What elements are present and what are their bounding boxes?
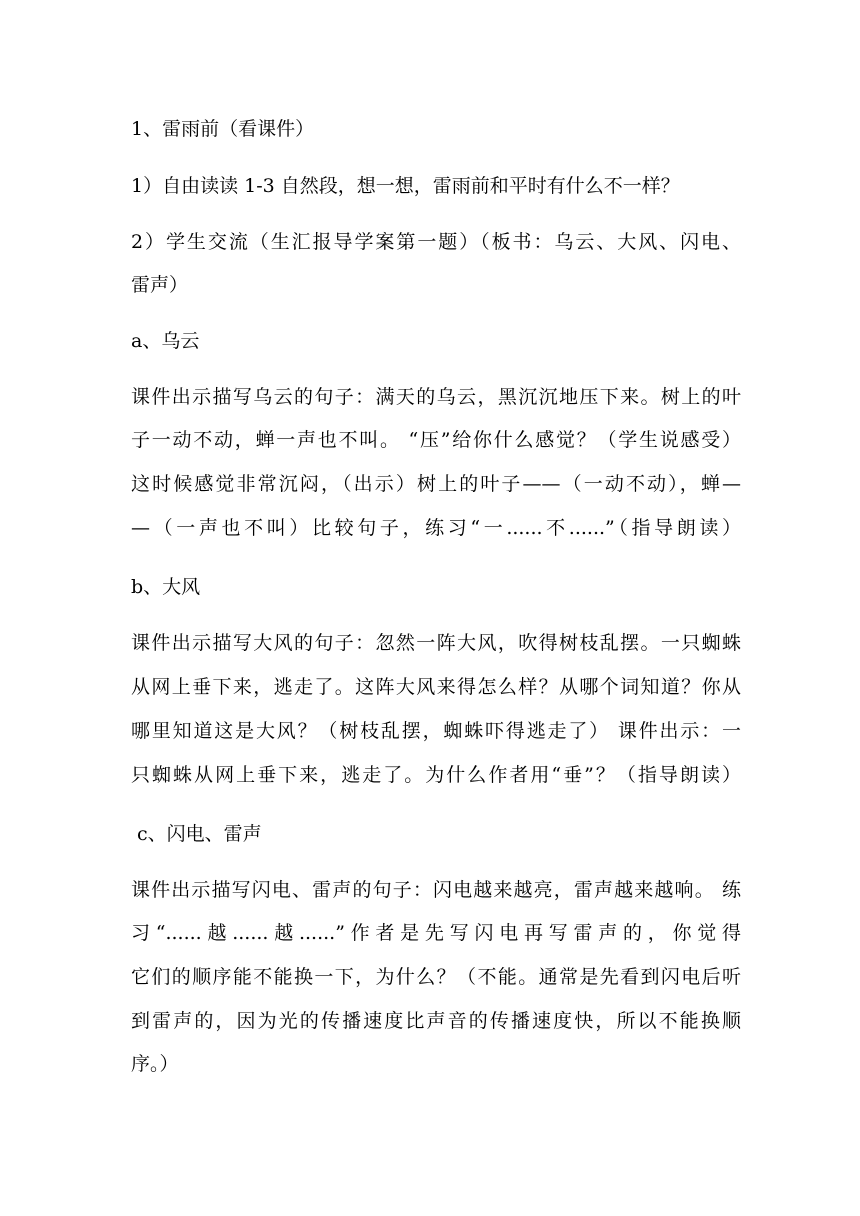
paragraph-line: 课件出示描写大风的句子：忽然一阵大风，吹得树枝乱摆。一只蜘蛛 [131, 632, 741, 654]
paragraph-line: 习“......越......越......”作者是先写闪电再写雷声的，你觉得 [131, 922, 741, 944]
paragraph-line: 雷声） [131, 274, 189, 296]
paragraph-line: 只蜘蛛从网上垂下来，逃走了。为什么作者用“垂”？（指导朗读） [131, 764, 741, 786]
subheading-wuyun: a、乌云 [131, 330, 200, 352]
paragraph-line: 子一动不动，蝉一声也不叫。 “压”给你什么感觉？（学生说感受） [131, 429, 741, 451]
paragraph-line: 这时候感觉非常沉闷，（出示）树上的叶子——（一动不动），蝉— [131, 473, 741, 495]
paragraph-line: 从网上垂下来，逃走了。这阵大风来得怎么样？从哪个词知道？你从 [131, 676, 741, 698]
paragraph-line: 2）学生交流（生汇报导学案第一题）（板书：乌云、大风、闪电、 [131, 231, 741, 253]
subheading-dafeng: b、大风 [131, 576, 201, 598]
paragraph-line: 课件出示描写闪电、雷声的句子：闪电越来越亮，雷声越来越响。 练 [131, 879, 741, 901]
paragraph-line: 哪里知道这是大风？（树枝乱摆，蜘蛛吓得逃走了） 课件出示：一 [131, 720, 741, 742]
paragraph-line: —（一声也不叫）比较句子，练习“一......不......”（指导朗读） [131, 517, 741, 539]
paragraph-line: 它们的顺序能不能换一下，为什么？（不能。通常是先看到闪电后听 [131, 966, 741, 988]
subheading-shandian-leisheng: c、闪电、雷声 [131, 823, 262, 845]
paragraph-line: 课件出示描写乌云的句子：满天的乌云，黑沉沉地压下来。树上的叶 [131, 386, 741, 408]
paragraph-line: 1）自由读读 1-3 自然段，想一想，雷雨前和平时有什么不一样？ [131, 175, 680, 197]
paragraph-line: 序。） [131, 1053, 179, 1075]
section-heading: 1、雷雨前（看课件） [131, 118, 315, 140]
paragraph-line: 到雷声的，因为光的传播速度比声音的传播速度快，所以不能换顺 [131, 1010, 741, 1032]
